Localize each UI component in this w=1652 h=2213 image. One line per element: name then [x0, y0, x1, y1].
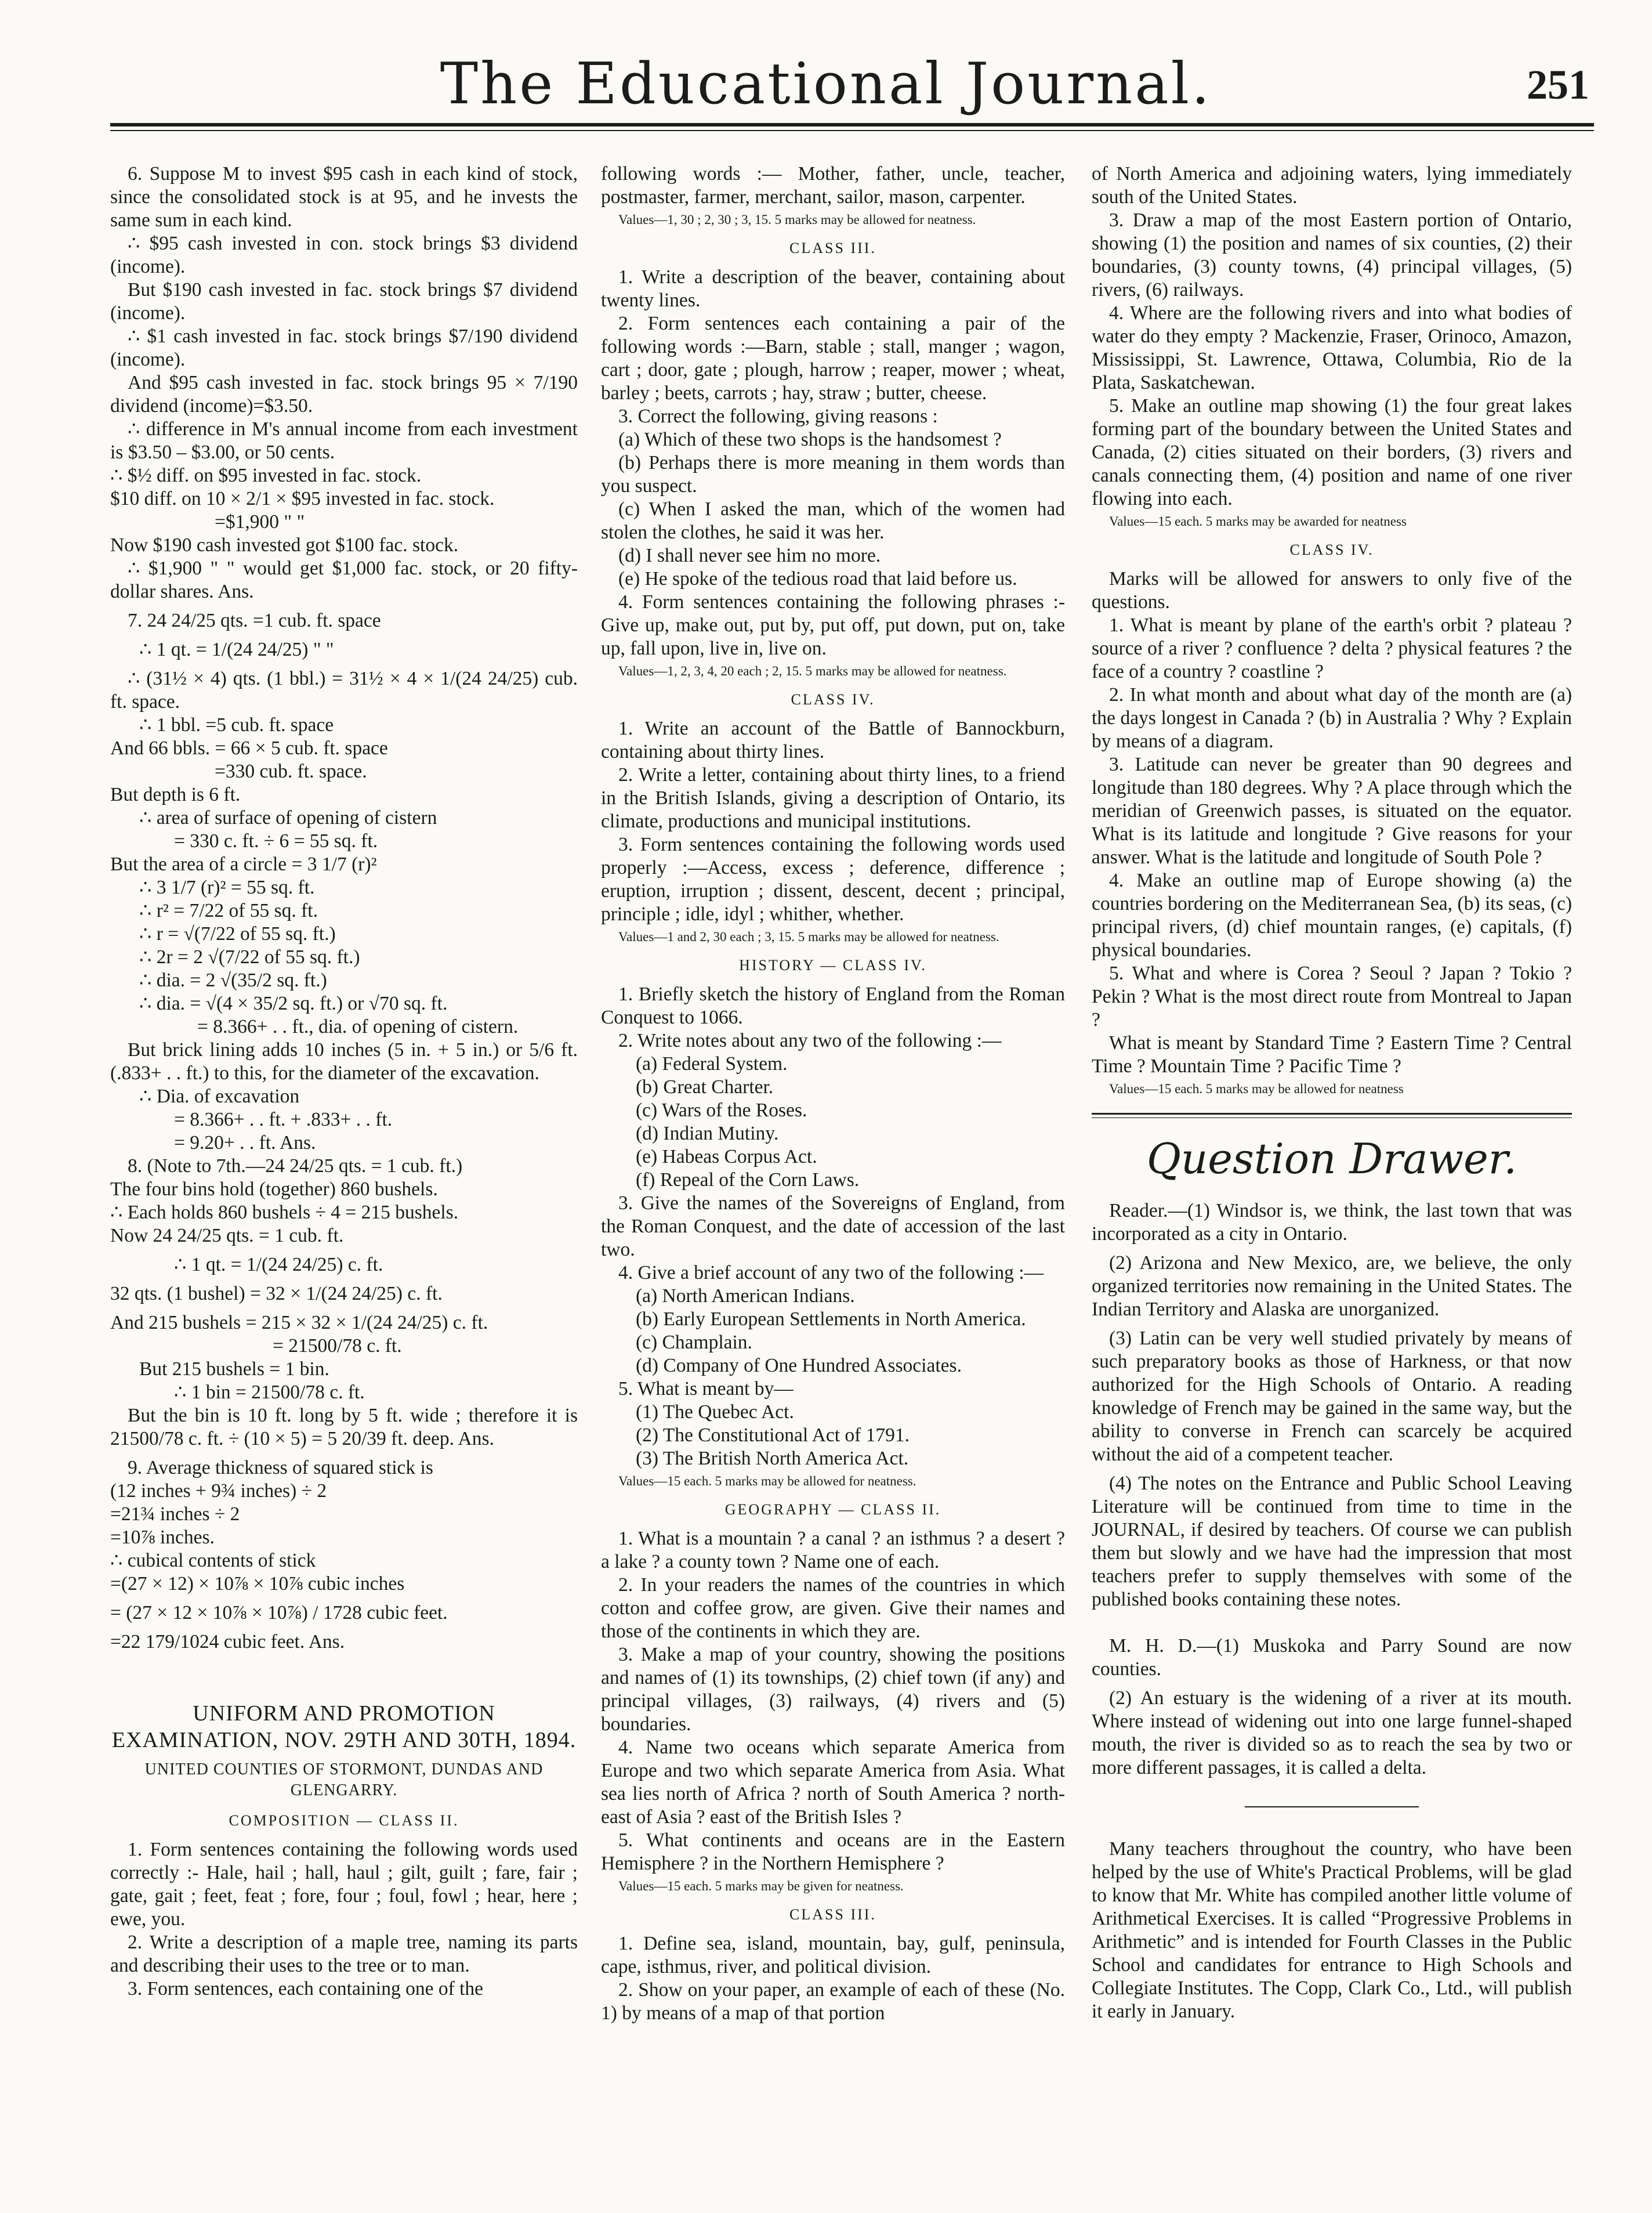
question: 1. Write a description of the beaver, containing about twenty lines.: [601, 266, 1065, 311]
solution-line: ∴ cubical contents of stick: [110, 1550, 316, 1571]
journal-title: The Educational Journal.: [440, 51, 1212, 117]
list-item: (c) Wars of the Roses.: [636, 1100, 807, 1121]
list-item: (a) North American Indians.: [636, 1285, 855, 1307]
solution-line: ∴ 3 1/7 (r)² = 55 sq. ft.: [139, 877, 315, 898]
section-heading: CLASS III.: [789, 1906, 876, 1923]
question: 3. Latitude can never be greater than 90 degrees and longitude than 180 degrees. Why ? A place through which the meridian of Greenwich passes, is situated on the equator. What is its latitude and longitude ? Give reasons for your answer. What is the latitude and longitude of South Pole ?: [1092, 754, 1572, 868]
solution-line: ∴ r = √(7/22 of 55 sq. ft.): [139, 923, 336, 945]
masthead-rule-thin: [110, 130, 1594, 131]
list-item: (1) The Quebec Act.: [636, 1401, 794, 1423]
values-note: Values—1, 30 ; 2, 30 ; 3, 15. 5 marks may be allowed for neatness.: [618, 212, 976, 227]
section-heading: CLASS III.: [789, 240, 876, 256]
list-item: (e) Habeas Corpus Act.: [636, 1146, 817, 1167]
solution-line: = 9.20+ . . ft. Ans.: [174, 1132, 316, 1153]
exam-heading: UNIFORM AND PROMOTION EXAMINATION, NOV. 29TH AND 30TH, 1894.: [111, 1701, 577, 1752]
masthead: [0, 0, 1652, 133]
values-note: Values—15 each. 5 marks may be allowed for neatness: [1109, 1082, 1404, 1096]
solution-line: And 66 bbls. = 66 × 5 cub. ft. space: [110, 737, 388, 759]
solution-line: ∴ 1 bin = 21500/78 c. ft.: [174, 1382, 365, 1403]
solution-line: ∴ area of surface of opening of cistern: [139, 807, 437, 829]
solution-line: ∴ (31½ × 4) qts. (1 bbl.) = 31½ × 4 × 1/(24 24/25) cub. ft. space.: [110, 668, 578, 713]
problem-8: 8. (Note to 7th.—24 24/25 qts. = 1 cub. ft.): [128, 1155, 463, 1177]
question: (a) Which of these two shops is the handsomest ?: [618, 429, 1002, 450]
solution-line: ∴ 1 qt. = 1/(24 24/25) " ": [139, 639, 334, 660]
counties-heading: UNITED COUNTIES OF STORMONT, DUNDAS AND GLENGARRY.: [144, 1760, 544, 1799]
problem-6: 6. Suppose M to invest $95 cash in each kind of stock, since the consolidated stock is at 95, and he invests the same sum in each kind.: [110, 163, 578, 231]
question: 2. In what month and about what day of the month are (a) the days longest in Canada ? (b) in Australia ? Why ? Explain by means of a diagram.: [1092, 684, 1572, 752]
solution-line: ∴ r² = 7/22 of 55 sq. ft.: [139, 900, 318, 921]
solution-line: ∴ dia. = √(4 × 35/2 sq. ft.) or √70 sq. ft.: [139, 993, 448, 1014]
publisher-notice: Many teachers throughout the country, who have been helped by the use of White's Practical Problems, will be glad to know that Mr. White has compiled another little volume of Arithmetical Exercises. It is called “Progressive Problems in Arithmetic” and is intended for Fourth Classes in the Public School and candidates for entrance to High Schools and Collegiate Institutes. The Copp, Clark Co., Ltd., will publish it early in January.: [1092, 1838, 1572, 2022]
question: 4. Give a brief account of any two of the following :—: [618, 1262, 1044, 1283]
divider: [1245, 1806, 1419, 1807]
section-rule: [1092, 1113, 1572, 1118]
section-heading: HISTORY — CLASS IV.: [739, 957, 927, 974]
question: 1. What is a mountain ? a canal ? an isthmus ? a desert ? a lake ? a county town ? Name one of each.: [601, 1528, 1065, 1572]
answer: (2) Arizona and New Mexico, are, we believe, the only organized territories now remaining in the United States. The Indian Territory and Alaska are unorganized.: [1092, 1252, 1572, 1320]
answer: (2) An estuary is the widening of a river at its mouth. Where instead of widening out into one large funnel-shaped mouth, the river is divided so as to reach the sea by two or more different passages, it is called a delta.: [1092, 1687, 1572, 1778]
question: 2. In your readers the names of the countries in which cotton and coffee grow, are given. Give their names and those of the continents in which they are.: [601, 1574, 1065, 1642]
question: (c) When I asked the man, which of the women had stolen the clothes, he said it was her.: [601, 498, 1065, 543]
question: 2. Write a letter, containing about thirty lines, to a friend in the British Islands, giving a description of Ontario, its climate, productions and municipal institutions.: [601, 764, 1065, 832]
column-left: [110, 162, 578, 2001]
list-item: (a) Federal System.: [636, 1053, 788, 1075]
solution-line: $10 diff. on 10 × 2/1 × $95 invested in fac. stock.: [110, 488, 495, 509]
solution-line: = 8.366+ . . ft., dia. of opening of cistern.: [197, 1016, 519, 1037]
list-item: (b) Great Charter.: [636, 1076, 774, 1098]
question-drawer-title: Question Drawer.: [1146, 1134, 1517, 1183]
question: (b) Perhaps there is more meaning in them words than you suspect.: [601, 452, 1065, 497]
question: 1. Briefly sketch the history of England from the Roman Conquest to 1066.: [601, 983, 1065, 1028]
solution-line: But depth is 6 ft.: [110, 784, 241, 805]
question: 4. Make an outline map of Europe showing (a) the countries bordering on the Mediterranean Sea, (b) its seas, (c) principal rivers, (d) chief mountain ranges, (e) capitals, (f) physical boundaries.: [1092, 870, 1572, 961]
solution-line: = 21500/78 c. ft.: [273, 1335, 402, 1357]
values-note: Values—1, 2, 3, 4, 20 each ; 2, 15. 5 marks may be allowed for neatness.: [618, 664, 1007, 678]
question: 2. Show on your paper, an example of each of these (No. 1) by means of a map of that portion: [601, 1979, 1065, 2024]
solution-line: =10⅞ inches.: [110, 1527, 215, 1548]
answer: (4) The notes on the Entrance and Public School Leaving Literature will be continued from time to time in the JOURNAL, if desired by teachers. Of course we can publish them but slowly and we have had the impression that most teachers prefer to supply themselves with some of the published books containing these notes.: [1092, 1473, 1572, 1610]
solution-line: ∴ $95 cash invested in con. stock brings $3 dividend (income).: [110, 233, 578, 277]
solution-line: =22 179/1024 cubic feet. Ans.: [110, 1631, 345, 1652]
question: 5. What and where is Corea ? Seoul ? Japan ? Tokio ? Pekin ? What is the most direct route from Montreal to Japan ?: [1092, 963, 1572, 1030]
solution-line: Now 24 24/25 qts. = 1 cub. ft.: [110, 1225, 344, 1246]
question: 4. Where are the following rivers and into what bodies of water do they empty ? Mackenzie, Fraser, Orinoco, Amazon, Mississippi, St. Lawrence, Ottawa, Columbia, Rio de la Plata, Saskatchewan.: [1092, 302, 1572, 393]
solution-line: ∴ Each holds 860 bushels ÷ 4 = 215 bushels.: [110, 1202, 459, 1223]
values-note: Values—15 each. 5 marks may be allowed for neatness.: [618, 1474, 916, 1488]
solution-line: =330 cub. ft. space.: [215, 761, 367, 782]
list-item: (d) Company of One Hundred Associates.: [636, 1355, 962, 1376]
solution-line: =21¾ inches ÷ 2: [110, 1503, 240, 1525]
solution-line: And 215 bushels = 215 × 32 × 1/(24 24/25) c. ft.: [110, 1312, 488, 1333]
solution-line: Now $190 cash invested got $100 fac. stock.: [110, 534, 459, 556]
solution-line: = (27 × 12 × 10⅞ × 10⅞) / 1728 cubic feet.: [110, 1602, 448, 1623]
question: 2. Form sentences each containing a pair of the following words :—Barn, stable ; stall, manger ; wagon, cart ; door, gate ; plough, harrow ; reaper, mower ; wheat, barley ; beets, carrots ; hay, straw ; butter, cheese.: [601, 313, 1065, 404]
question: (d) I shall never see him no more.: [618, 545, 881, 566]
answer: M. H. D.—(1) Muskoka and Parry Sound are now counties.: [1092, 1635, 1572, 1680]
instruction: Marks will be allowed for answers to only five of the questions.: [1092, 568, 1572, 613]
answer: Reader.—(1) Windsor is, we think, the last town that was incorporated as a city in Ontario.: [1092, 1200, 1572, 1245]
list-item: (c) Champlain.: [636, 1332, 752, 1353]
question: 2. Write notes about any two of the following :—: [618, 1030, 1002, 1051]
page-number: 251: [1527, 62, 1589, 108]
solution-line: =(27 × 12) × 10⅞ × 10⅞ cubic inches: [110, 1573, 405, 1594]
solution-line: 32 qts. (1 bushel) = 32 × 1/(24 24/25) c. ft.: [110, 1283, 443, 1304]
solution-line: = 8.366+ . . ft. + .833+ . . ft.: [174, 1109, 393, 1130]
question: 3. Form sentences containing the following words used properly :—Access, excess ; deference, difference ; eruption, irruption ; dissent, descent, decent ; principal, principle ; idle, idyl ; whither, whether.: [601, 834, 1065, 925]
solution-line: ∴ $1 cash invested in fac. stock brings $7/190 dividend (income).: [110, 326, 578, 370]
question: 4. Name two oceans which separate America from Europe and two which separate America from Asia. What sea lies north of Africa ? north of South America ? north-east of Asia ? east of the British Isles ?: [601, 1737, 1065, 1828]
section-heading: COMPOSITION — CLASS II.: [229, 1812, 459, 1829]
list-item: (b) Early European Settlements in North America.: [636, 1308, 1026, 1330]
solution-line: ∴ difference in M's annual income from each investment is $3.50 – $3.00, or 50 cents.: [110, 418, 578, 463]
solution-line: But brick lining adds 10 inches (5 in. + 5 in.) or 5/6 ft. (.833+ . . ft.) to this, for the diameter of the excavation.: [110, 1039, 578, 1084]
list-item: (3) The British North America Act.: [636, 1448, 909, 1469]
problem-7: 7. 24 24/25 qts. =1 cub. ft. space: [128, 610, 381, 631]
question: 5. Make an outline map showing (1) the four great lakes forming part of the boundary between the United States and Canada, (2) cities situated on their borders, (3) rivers and canals connecting them, (4) position and name of one river flowing into each.: [1092, 395, 1572, 509]
list-item: (2) The Constitutional Act of 1791.: [636, 1424, 910, 1446]
solution-line: ∴ 1 bbl. =5 cub. ft. space: [139, 714, 334, 736]
masthead-rule: [110, 123, 1594, 126]
question: (e) He spoke of the tedious road that laid before us.: [618, 568, 1017, 590]
solution-line: ∴ 1 qt. = 1/(24 24/25) c. ft.: [174, 1254, 383, 1275]
question: 2. Write a description of a maple tree, naming its parts and describing their uses to the tree or to man.: [110, 1932, 578, 1976]
solution-line: ∴ 2r = 2 √(7/22 of 55 sq. ft.): [139, 946, 360, 968]
question: 3. Give the names of the Sovereigns of England, from the Roman Conquest, and the date of accession of the last two.: [601, 1192, 1065, 1260]
solution-line: But the bin is 10 ft. long by 5 ft. wide ; therefore it is 21500/78 c. ft. ÷ (10 × 5) = 5 20/39 ft. deep. Ans.: [110, 1405, 578, 1449]
problem-9: 9. Average thickness of squared stick is: [128, 1457, 433, 1478]
values-note: Values—15 each. 5 marks may be awarded for neatness: [1109, 514, 1407, 529]
values-note: Values—1 and 2, 30 each ; 3, 15. 5 marks may be allowed for neatness.: [618, 930, 999, 944]
column-middle: [601, 162, 1065, 2025]
question: 1. What is meant by plane of the earth's orbit ? plateau ? source of a river ? confluence ? delta ? physical features ? the face of a country ? coastline ?: [1092, 614, 1572, 682]
solution-line: But the area of a circle = 3 1/7 (r)²: [110, 854, 377, 875]
solution-line: = 330 c. ft. ÷ 6 = 55 sq. ft.: [174, 830, 378, 852]
solution-line: But 215 bushels = 1 bin.: [139, 1358, 329, 1380]
question: 1. Write an account of the Battle of Bannockburn, containing about thirty lines.: [601, 718, 1065, 762]
question: of North America and adjoining waters, lying immediately south of the United States.: [1092, 163, 1572, 208]
solution-line: ∴ dia. = 2 √(35/2 sq. ft.): [139, 970, 327, 991]
answer: (3) Latin can be very well studied privately by means of such preparatory books as those of Harkness, or that now authorized for the High Schools of Ontario. A reading knowledge of French may be gained in the same way, but the ability to converse in French can scarcely be acquired without the aid of a competent teacher.: [1092, 1328, 1572, 1465]
list-item: (d) Indian Mutiny.: [636, 1123, 779, 1144]
solution-line: ∴ $½ diff. on $95 invested in fac. stock.: [110, 465, 422, 486]
list-item: (f) Repeal of the Corn Laws.: [636, 1169, 860, 1191]
question: 3. Correct the following, giving reasons :: [618, 406, 938, 427]
solution-line: =$1,900 " ": [215, 511, 305, 533]
solution-line: But $190 cash invested in fac. stock brings $7 dividend (income).: [110, 279, 578, 324]
question: 1. Define sea, island, mountain, bay, gulf, peninsula, cape, isthmus, river, and political division.: [601, 1933, 1065, 1977]
solution-line: And $95 cash invested in fac. stock brings 95 × 7/190 dividend (income)=$3.50.: [110, 372, 578, 417]
question: 3. Draw a map of the most Eastern portion of Ontario, showing (1) the position and names of six counties, (2) their boundaries, (3) county towns, (4) principal villages, (5) rivers, (6) railways.: [1092, 209, 1572, 301]
section-heading: GEOGRAPHY — CLASS II.: [724, 1501, 941, 1518]
solution-line: ∴ Dia. of excavation: [139, 1086, 300, 1107]
question: 5. What is meant by—: [618, 1378, 794, 1400]
question: 5. What continents and oceans are in the Eastern Hemisphere ? in the Northern Hemisphere ?: [601, 1829, 1065, 1874]
question: 3. Form sentences, each containing one of the: [128, 1978, 484, 1999]
values-note: Values—15 each. 5 marks may be given for neatness.: [618, 1879, 904, 1893]
solution-line: (12 inches + 9¾ inches) ÷ 2: [110, 1480, 327, 1502]
question: following words :— Mother, father, uncle, teacher, postmaster, farmer, merchant, sailor, mason, carpenter.: [601, 163, 1065, 208]
question: 1. Form sentences containing the following words used correctly :- Hale, hail ; hall, haul ; gilt, guilt ; fare, fair ; gate, gait ; feet, feat ; fore, four ; foul, fowl ; hear, here ; ewe, you.: [110, 1839, 578, 1930]
solution-line: ∴ $1,900 " " would get $1,000 fac. stock, or 20 fifty-dollar shares. Ans.: [110, 558, 578, 602]
question: 4. Form sentences containing the following phrases :- Give up, make out, put by, put off, put down, put on, take up, fall upon, live in, live on.: [601, 591, 1065, 659]
section-heading: CLASS IV.: [791, 691, 875, 708]
column-right: [1092, 162, 1572, 2023]
question: 3. Make a map of your country, showing the positions and names of (1) its townships, (2) chief town (if any) and principal villages, (3) railways, (4) rivers and (5) boundaries.: [601, 1644, 1065, 1735]
solution-line: The four bins hold (together) 860 bushels.: [110, 1178, 438, 1200]
section-heading: CLASS IV.: [1289, 541, 1374, 558]
question: What is meant by Standard Time ? Eastern Time ? Central Time ? Mountain Time ? Pacific Time ?: [1092, 1032, 1572, 1077]
